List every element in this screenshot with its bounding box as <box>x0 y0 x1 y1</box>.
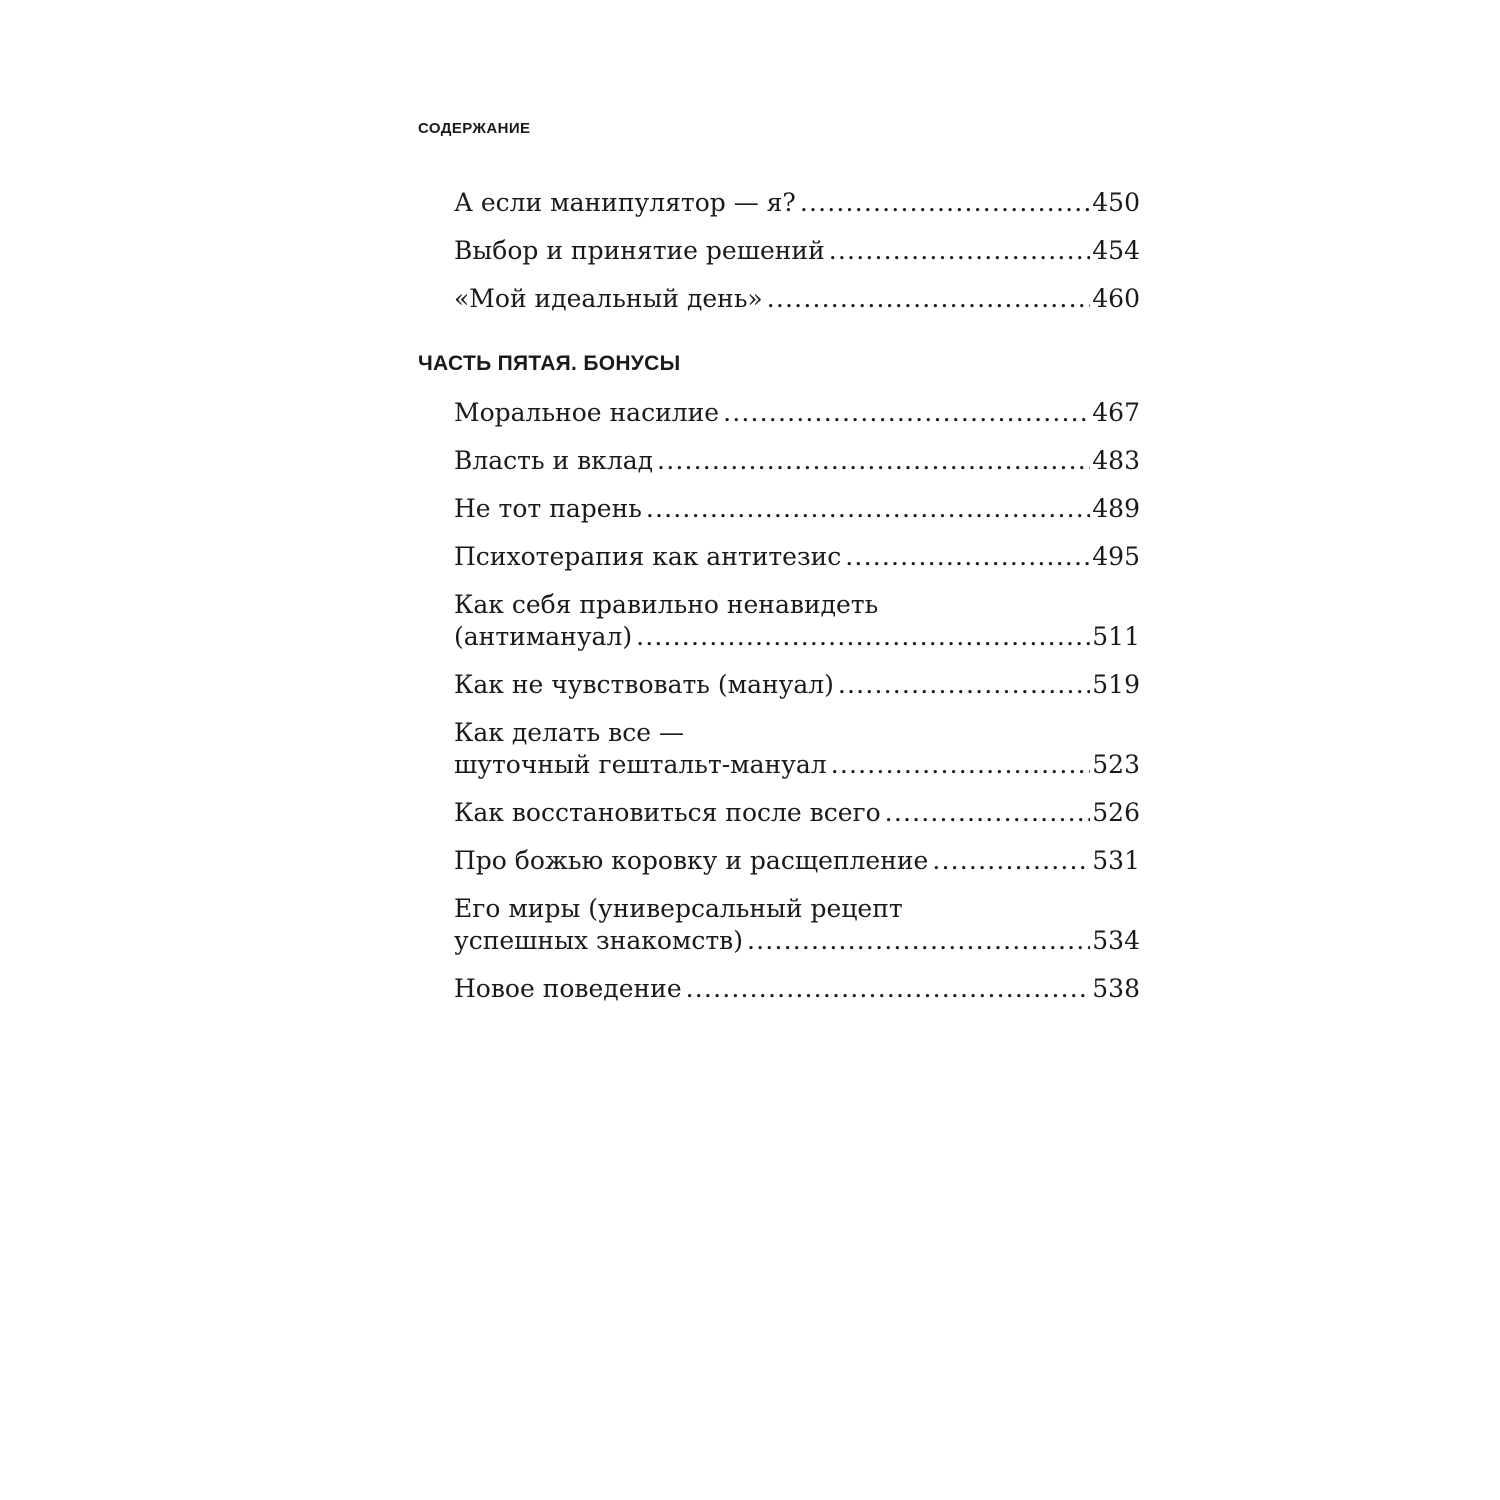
toc-entry-line <box>454 445 1140 477</box>
toc-entry-line <box>454 669 1140 701</box>
toc-entry-line <box>454 621 1140 653</box>
toc-entry-title: Власть и вклад <box>454 446 654 475</box>
toc-entry-line <box>454 187 1140 219</box>
toc-entry[interactable] <box>418 973 1140 1005</box>
toc-entry-line <box>454 283 1140 315</box>
toc-list <box>418 187 1140 315</box>
toc-entry[interactable] <box>418 283 1140 315</box>
toc-entry-page-number: 483 <box>1092 446 1140 475</box>
dot-leader <box>831 749 1091 781</box>
toc-entry-page-number: 460 <box>1092 284 1140 313</box>
toc-entry[interactable] <box>418 669 1140 701</box>
toc-entry-line <box>454 845 1140 877</box>
dot-leader <box>636 621 1090 653</box>
toc-entry-line <box>454 973 1140 1005</box>
dot-leader <box>646 493 1090 525</box>
toc-entry-title-line: Как себя правильно ненавидеть <box>454 590 879 619</box>
toc-entry-title: (антимануал) <box>454 622 633 651</box>
toc-entry-title: Не тот парень <box>454 494 642 523</box>
toc-entry[interactable] <box>418 541 1140 573</box>
toc-entry-page-number: 519 <box>1092 670 1140 699</box>
dot-leader <box>767 283 1091 315</box>
toc-entry-line <box>454 235 1140 267</box>
toc-entry-title: успешных знакомств) <box>454 926 744 955</box>
toc-entry-page-number: 450 <box>1092 188 1140 217</box>
dot-leader <box>932 845 1090 877</box>
toc-entry-page-number: 467 <box>1092 398 1140 427</box>
dot-leader <box>723 397 1090 429</box>
toc-entry-page-number: 538 <box>1092 974 1140 1003</box>
toc-entry-line <box>454 541 1140 573</box>
toc-entry-line <box>454 397 1140 429</box>
toc-entry-page-number: 526 <box>1092 798 1140 827</box>
dot-leader <box>885 797 1091 829</box>
dot-leader <box>800 187 1090 219</box>
toc-entry-title: «Мой идеальный день» <box>454 284 763 313</box>
dot-leader <box>657 445 1090 477</box>
toc-entry[interactable] <box>418 187 1140 219</box>
running-head: СОДЕРЖАНИЕ <box>418 120 531 137</box>
toc-entry-page-number: 531 <box>1092 846 1140 875</box>
toc-entry[interactable] <box>418 717 1140 781</box>
toc-section-continued <box>418 187 1140 315</box>
toc-entry-title-line: Его миры (универсальный рецепт <box>454 894 903 923</box>
toc-entry-line <box>454 493 1140 525</box>
toc-entry[interactable] <box>418 589 1140 653</box>
toc-entry-title: Новое поведение <box>454 974 682 1003</box>
toc-entry-title: Как не чувствовать (мануал) <box>454 670 834 699</box>
dot-leader <box>838 669 1090 701</box>
section-heading: ЧАСТЬ ПЯТАЯ. БОНУСЫ <box>418 352 681 375</box>
toc-entry-title: Выбор и принятие решений <box>454 236 825 265</box>
toc-entry-line <box>454 797 1140 829</box>
toc-entry-line <box>454 749 1140 781</box>
toc-entry-title: Психотерапия как антитезис <box>454 542 842 571</box>
dot-leader <box>747 925 1090 957</box>
toc-entry-page-number: 523 <box>1092 750 1140 779</box>
toc-section-part-five <box>418 351 1140 1005</box>
toc-entry[interactable] <box>418 397 1140 429</box>
dot-leader <box>845 541 1090 573</box>
toc-entry[interactable] <box>418 493 1140 525</box>
dot-leader <box>829 235 1091 267</box>
toc-entry-title: шуточный гештальт-мануал <box>454 750 827 779</box>
toc-entry-title: Моральное насилие <box>454 398 720 427</box>
toc-entry[interactable] <box>418 445 1140 477</box>
toc-entry-page-number: 454 <box>1092 236 1140 265</box>
toc-entry-page-number: 534 <box>1092 926 1140 955</box>
toc-entry-title: Про божью коровку и расщепление <box>454 846 929 875</box>
toc-entry-title: А если манипулятор — я? <box>454 188 796 217</box>
toc-entry-page-number: 495 <box>1092 542 1140 571</box>
dot-leader <box>686 973 1091 1005</box>
toc-entry-page-number: 511 <box>1092 622 1140 651</box>
toc-entry[interactable] <box>418 893 1140 957</box>
toc-entry-line <box>454 925 1140 957</box>
toc-entry-page-number: 489 <box>1092 494 1140 523</box>
toc-entry-title: Как восстановиться после всего <box>454 798 881 827</box>
toc-list <box>418 397 1140 1005</box>
toc-entry-title-line: Как делать все — <box>454 718 685 747</box>
toc-entry[interactable] <box>418 845 1140 877</box>
toc-entry[interactable] <box>418 235 1140 267</box>
toc-entry[interactable] <box>418 797 1140 829</box>
